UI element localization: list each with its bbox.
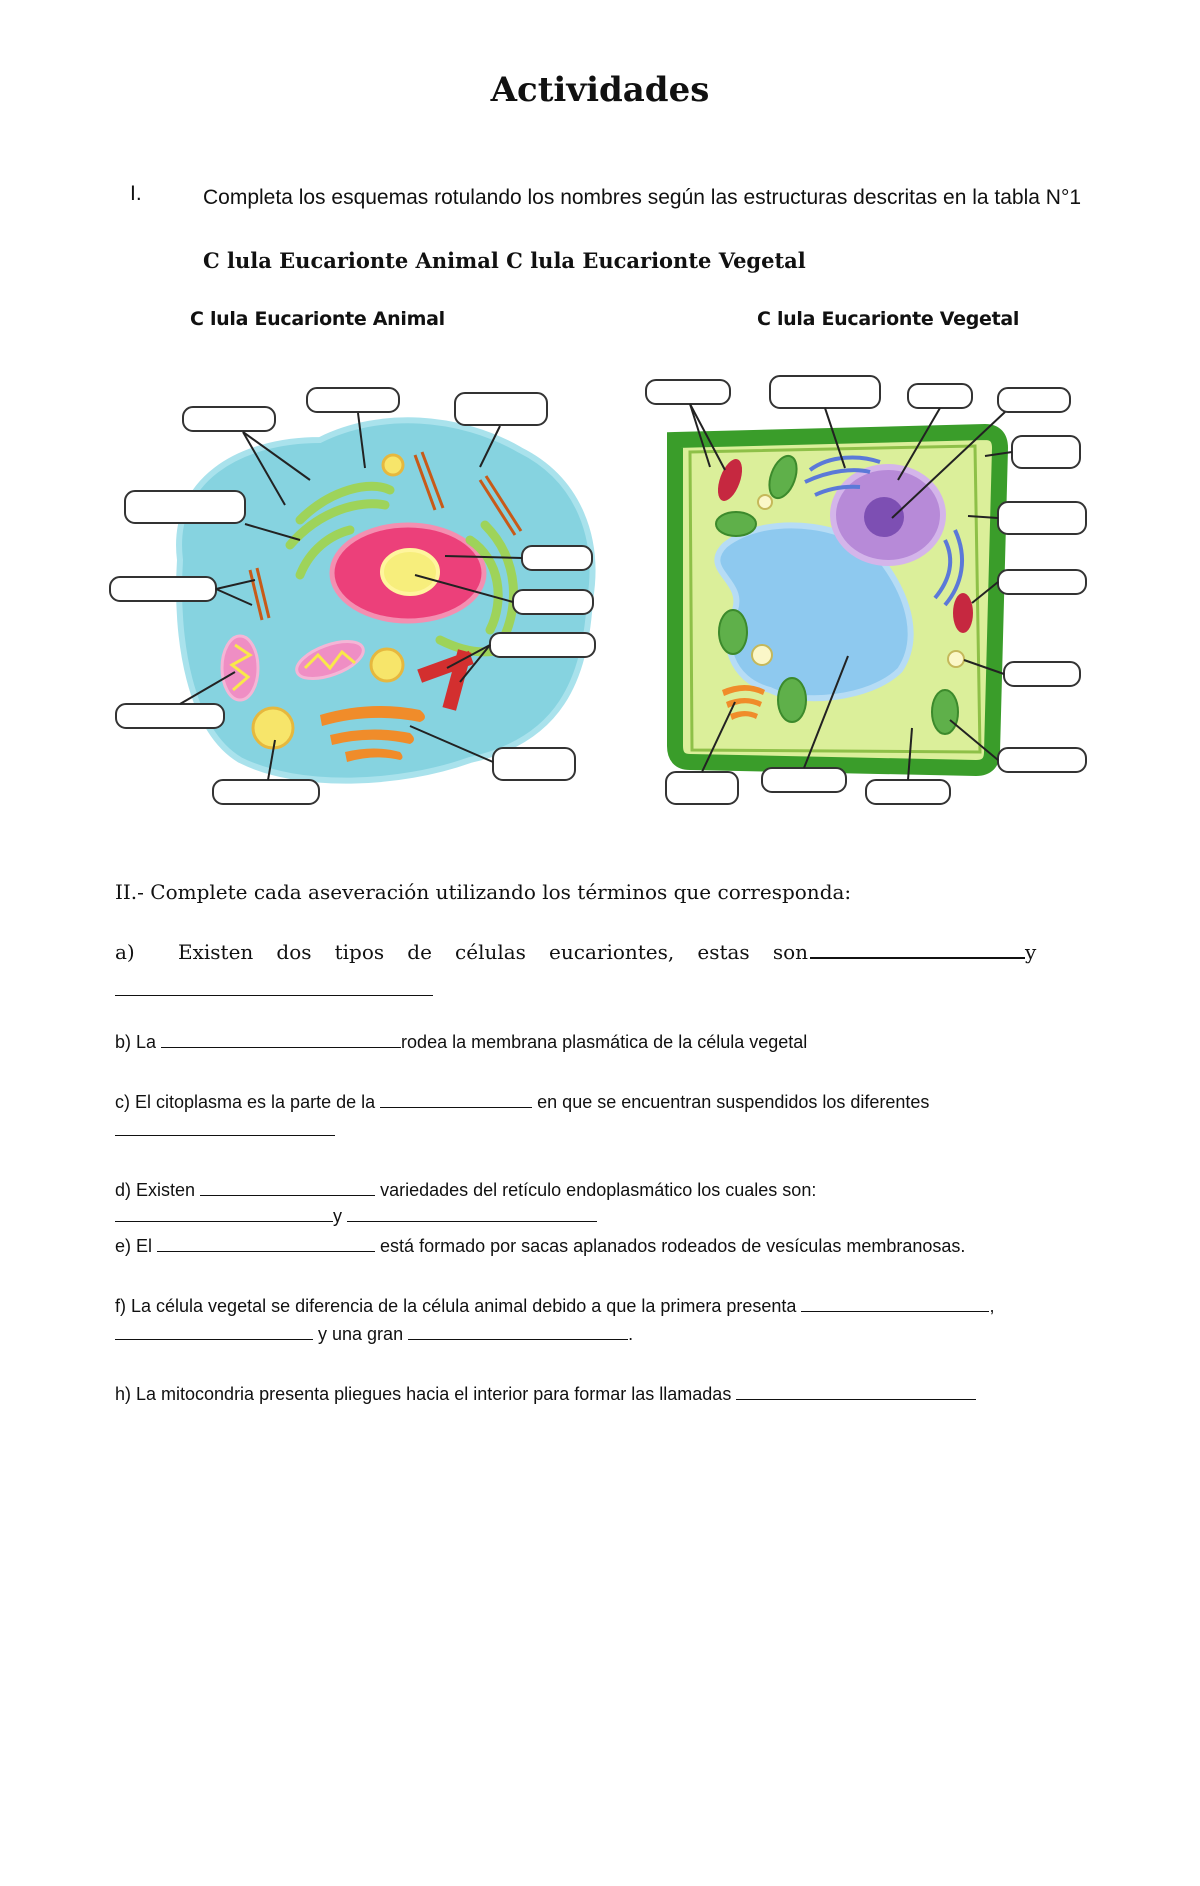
question-d xyxy=(115,1180,816,1201)
animal-cell-caption: C lula Eucarionte Animal xyxy=(190,308,445,330)
answer-blank[interactable] xyxy=(157,1250,375,1252)
question-a-label: a) xyxy=(115,940,135,964)
answer-blank[interactable] xyxy=(801,1310,989,1312)
question-c xyxy=(115,1092,929,1113)
answer-blank[interactable] xyxy=(115,1134,335,1136)
question-a-words xyxy=(178,940,808,964)
question-d-start: d) Existen xyxy=(115,1180,196,1200)
plant-cell-caption: C lula Eucarionte Vegetal xyxy=(757,308,1020,330)
punctuation: , xyxy=(989,1296,995,1316)
plant-nucleolus xyxy=(864,497,904,537)
word: de xyxy=(407,940,432,964)
word: dos xyxy=(276,940,312,964)
question-f-mid: y una gran xyxy=(318,1324,404,1344)
question-b-start: b) La xyxy=(115,1032,157,1052)
question-f-line-2 xyxy=(115,1324,633,1345)
punctuation: . xyxy=(628,1324,634,1344)
conjunction: y xyxy=(1025,940,1037,964)
question-a xyxy=(115,940,135,964)
question-c-end: en que se encuentran suspendidos los diferentes xyxy=(537,1092,930,1112)
question-h xyxy=(115,1384,976,1405)
word: células xyxy=(455,940,526,964)
answer-blank[interactable] xyxy=(200,1194,375,1196)
question-e xyxy=(115,1236,965,1257)
section-1-subtitle: C lula Eucarionte Animal C lula Eucarionte Vegetal xyxy=(203,248,806,273)
answer-blank[interactable] xyxy=(408,1338,628,1340)
section-1-number: I. xyxy=(130,182,142,205)
answer-blank[interactable] xyxy=(347,1220,597,1222)
question-c-line-2 xyxy=(115,1120,335,1141)
question-b-end: rodea la membrana plasmática de la célula vegetal xyxy=(401,1032,808,1052)
answer-blank[interactable] xyxy=(736,1398,976,1400)
section-1-instruction: Completa los esquemas rotulando los nombres según las estructuras descritas en la tabla N°1 xyxy=(203,186,1082,209)
word: eucariontes, xyxy=(549,940,675,964)
answer-blank[interactable] xyxy=(161,1046,401,1048)
question-d-end: variedades del retículo endoplasmático los cuales son: xyxy=(380,1180,817,1200)
word: Existen xyxy=(178,940,254,964)
answer-blank[interactable] xyxy=(115,1338,313,1340)
answer-blank[interactable] xyxy=(810,956,1025,959)
answer-blank[interactable] xyxy=(115,994,433,996)
page-title: Actividades xyxy=(490,70,710,110)
conjunction: y xyxy=(333,1206,342,1226)
answer-blank[interactable] xyxy=(380,1106,532,1108)
question-f-start: f) La célula vegetal se diferencia de la célula animal debido a que la primera presenta xyxy=(115,1296,797,1316)
question-a-line-2 xyxy=(115,980,433,1001)
question-h-start: h) La mitocondria presenta pliegues hacia el interior para formar las llamadas xyxy=(115,1384,732,1404)
question-c-start: c) El citoplasma es la parte de la xyxy=(115,1092,376,1112)
section-2-heading: II.- Complete cada aseveración utilizando los términos que corresponda: xyxy=(115,880,852,904)
question-e-start: e) El xyxy=(115,1236,153,1256)
question-f xyxy=(115,1296,994,1317)
word: estas xyxy=(697,940,750,964)
answer-blank[interactable] xyxy=(115,1220,333,1222)
question-a-tail xyxy=(810,940,1036,964)
question-e-end: está formado por sacas aplanados rodeados de vesículas membranosas. xyxy=(380,1236,966,1256)
word: son xyxy=(772,940,808,964)
word: tipos xyxy=(334,940,385,964)
question-d-line-2 xyxy=(115,1206,597,1227)
question-b xyxy=(115,1032,807,1053)
plant-cell-illustration xyxy=(675,432,1000,768)
